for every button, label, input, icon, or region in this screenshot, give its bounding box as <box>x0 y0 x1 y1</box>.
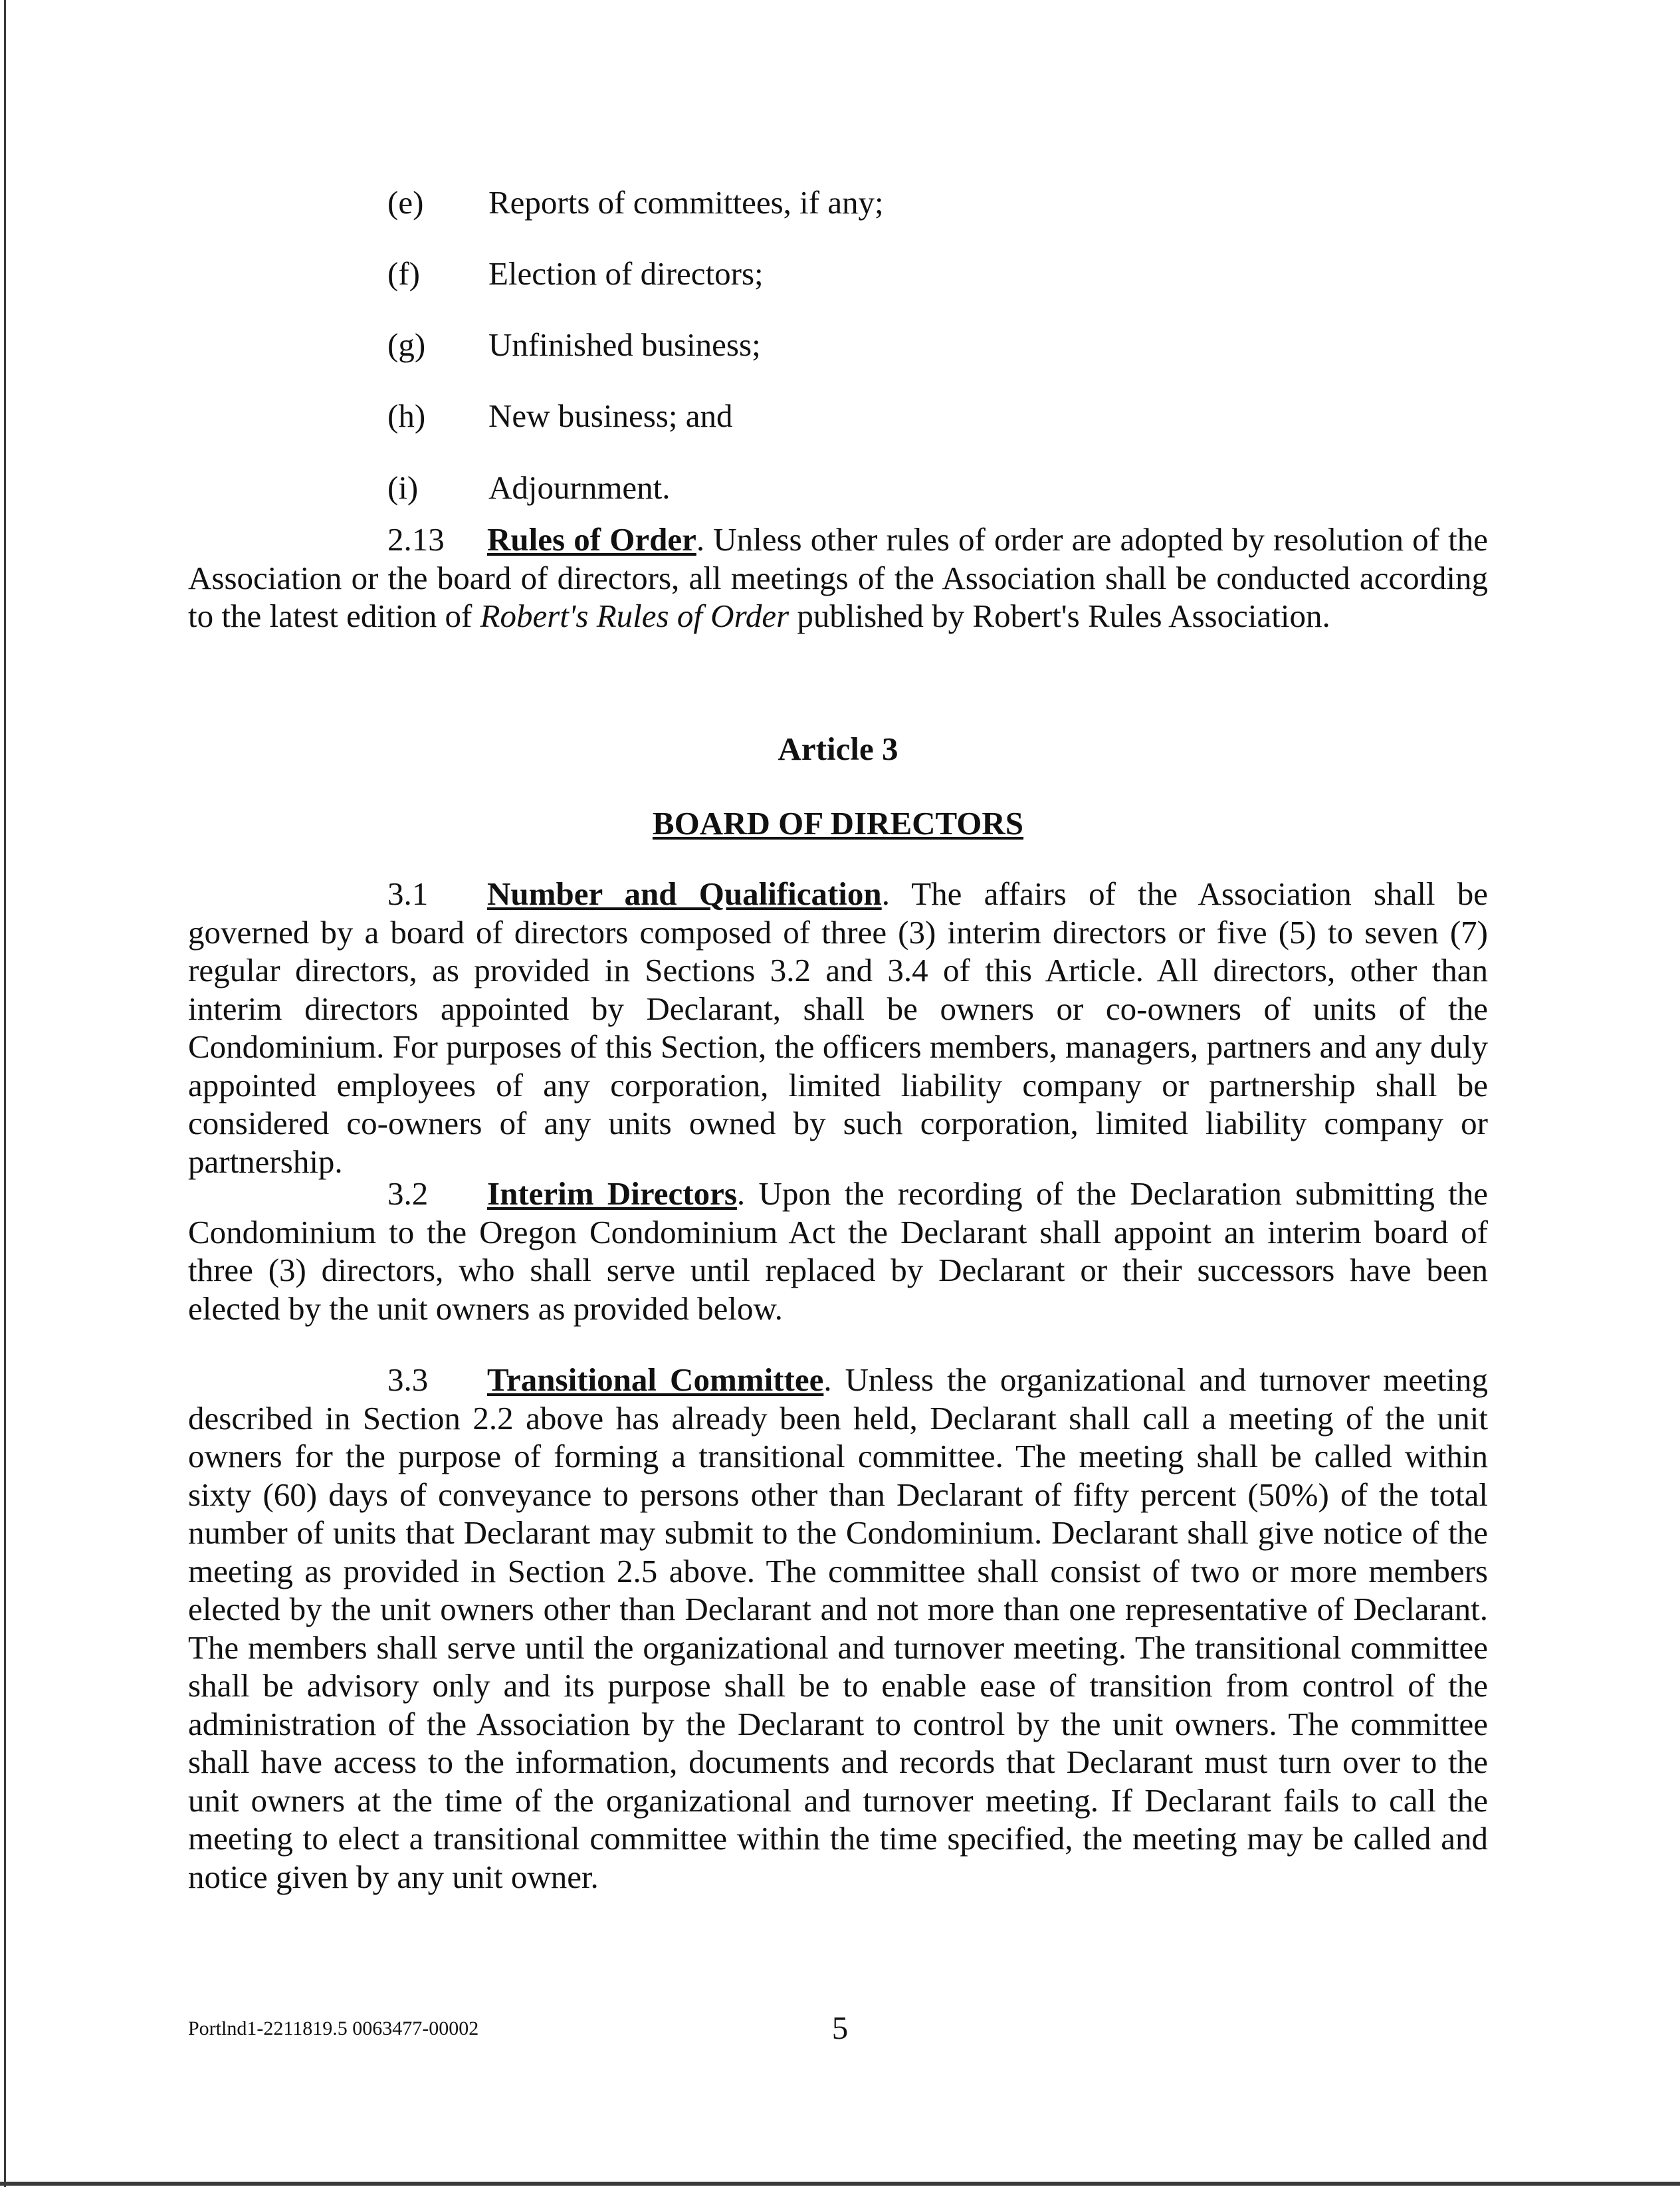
document-id: Portlnd1-2211819.5 0063477-00002 <box>188 2017 479 2039</box>
list-marker: (h) <box>387 398 426 434</box>
scan-edge-bottom <box>0 2182 1680 2186</box>
section-3-1 <box>188 875 1488 1181</box>
list-text: New business; and <box>488 398 733 434</box>
section-title: Interim Directors <box>487 1175 737 1212</box>
page-number: 5 <box>831 2010 849 2046</box>
list-marker: (e) <box>387 184 424 221</box>
section-text: . Upon the recording of the Declaration submitting the Condominium to the Oregon Condominium Act the Declarant shall appoint an interim board of three (3) directors, who shall serve until replaced by Declarant or their successors have been elected by the unit owners as provided below. <box>188 1175 1489 1327</box>
article-label: Article 3 <box>778 731 898 767</box>
section-number: 3.2 <box>387 1175 429 1212</box>
list-text: Unfinished business; <box>488 326 761 363</box>
section-title: Number and Qualification <box>487 875 882 912</box>
section-text: . The affairs of the Association shall be governed by a board of directors composed of three (3) interim directors or five (5) to seven (7) regular directors, as provided in Sections 3.2 and 3.4 of this Article. All directors, other than interim directors appointed by Declarant, shall be owners or co-owners of units of the Condominium. For purposes of this Section, the officers members, managers, partners and any duly appointed employees of any corporation, limited liability company or partnership shall be considered co-owners of any units owned by such corporation, limited liability company or partnership. <box>188 875 1488 1180</box>
scan-edge-left <box>4 0 6 2187</box>
section-number: 3.3 <box>387 1361 429 1398</box>
section-number: 2.13 <box>387 521 445 558</box>
section-text: . Unless other rules of order are adopted by resolution of the Association or the board of directors, all meetings of the Association shall be conducted according to the latest edition of <box>188 521 1488 634</box>
section-text: . Unless the organizational and turnover meeting described in Section 2.2 above has already been held, Declarant shall call a meeting of the unit owners for the purpose of forming a transitional committee. The meeting shall be called within sixty (60) days of conveyance to persons other than Declarant of fifty percent (50%) of the total number of units that Declarant may submit to the Condominium. Declarant shall give notice of the meeting as provided in Section 2.5 above. The committee shall consist of two or more members elected by the unit owners other than Declarant and not more than one representative of Declarant. The members shall serve until the organizational and turnover meeting. The transitional committee shall be advisory only and its purpose shall be to enable ease of transition from control of the administration of the Association by the Declarant to control by the unit owners. The committee shall have access to the information, documents and records that Declarant must turn over to the unit owners at the time of the organizational and turnover meeting. If Declarant fails to call the meeting to elect a transitional committee within the time specified, the meeting may be called and notice given by any unit owner. <box>188 1361 1488 1895</box>
section-title: Rules of Order <box>487 521 696 558</box>
list-marker: (i) <box>387 469 419 506</box>
section-title: Transitional Committee <box>487 1361 824 1398</box>
list-text: Reports of committees, if any; <box>488 184 884 221</box>
list-text: Adjournment. <box>488 469 671 506</box>
section-3-3 <box>188 1361 1488 1896</box>
list-marker: (f) <box>387 255 420 292</box>
book-title: Robert's Rules of Order <box>480 598 789 634</box>
section-text: published by Robert's Rules Association. <box>789 598 1330 634</box>
list-text: Election of directors; <box>488 255 764 292</box>
article-title: BOARD OF DIRECTORS <box>652 805 1024 842</box>
section-3-2 <box>188 1175 1488 1327</box>
list-marker: (g) <box>387 326 426 363</box>
section-2-13 <box>188 520 1488 635</box>
section-number: 3.1 <box>387 875 429 912</box>
